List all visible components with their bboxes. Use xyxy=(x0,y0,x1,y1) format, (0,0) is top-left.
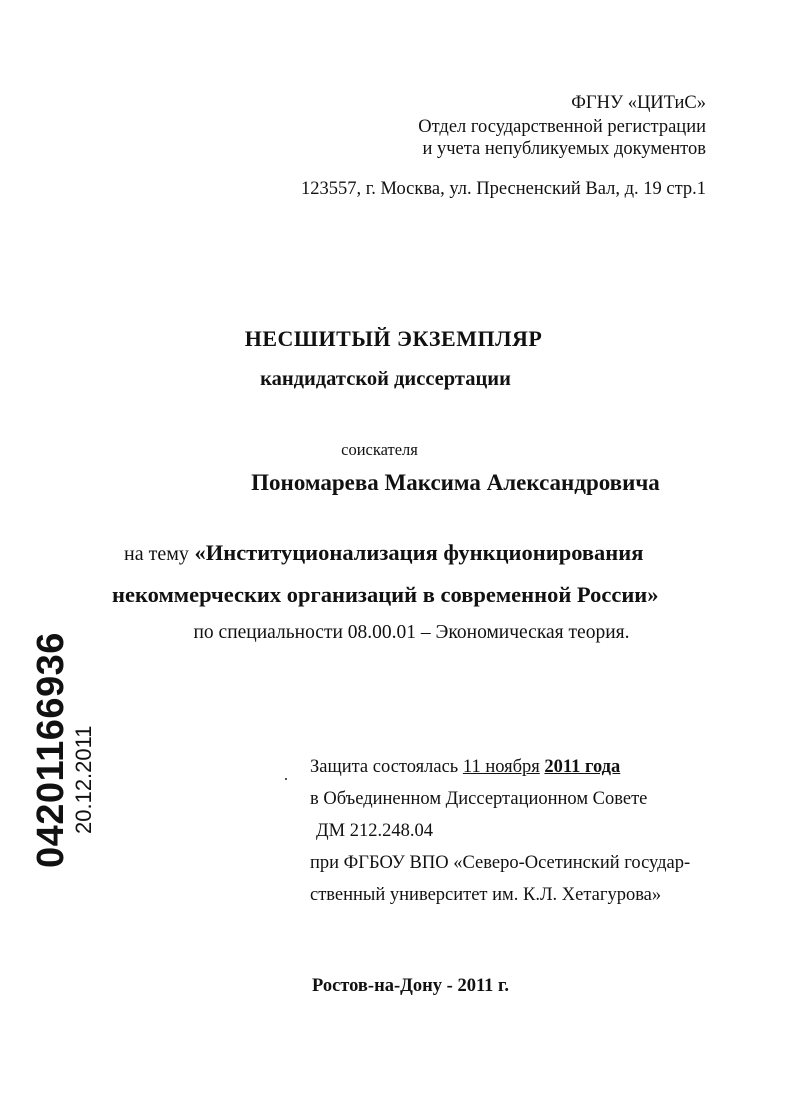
city-year: Ростов-на-Дону - 2011 г. xyxy=(312,976,509,996)
topic-prefix: на тему xyxy=(124,543,189,565)
applicant-name: Пономарева Максима Александровича xyxy=(251,470,660,495)
document-title: НЕСШИТЫЙ ЭКЗЕМПЛЯР xyxy=(244,326,543,351)
registration-date-stamp: 20.12.2011 xyxy=(71,725,96,834)
topic-line1 xyxy=(124,540,643,566)
document-subtitle: кандидатской диссертации xyxy=(260,368,511,390)
address-dept-line1: Отдел государственной регистрации xyxy=(418,117,706,137)
defense-council: в Объединенном Диссертационном Совете xyxy=(310,789,648,809)
topic-title-part1: «Институционализация функционирования xyxy=(194,540,644,565)
defense-university-line2: ственный университет им. К.Л. Хетагурова» xyxy=(310,885,662,905)
applicant-label: соискателя xyxy=(341,440,418,459)
specialty: по специальности 08.00.01 – Экономическая теория. xyxy=(193,622,630,643)
defense-date-line xyxy=(310,756,620,778)
defense-prefix: Защита состоялась xyxy=(310,757,459,777)
defense-year: 2011 года xyxy=(544,757,621,777)
defense-council-code: ДМ 212.248.04 xyxy=(316,821,433,841)
registration-number-stamp: 04201166936 xyxy=(30,632,72,868)
address-org: ФГНУ «ЦИТиС» xyxy=(571,93,706,113)
scan-speck xyxy=(285,778,287,780)
defense-day: 11 ноября xyxy=(462,757,540,777)
topic-title-part2: некоммерческих организаций в современной России» xyxy=(112,582,659,607)
address-dept-line2: и учета непубликуемых документов xyxy=(422,139,706,159)
defense-university-line1: при ФГБОУ ВПО «Северо-Осетинский государ- xyxy=(310,853,691,873)
address-street: 123557, г. Москва, ул. Пресненский Вал, д. 19 стр.1 xyxy=(300,179,706,199)
